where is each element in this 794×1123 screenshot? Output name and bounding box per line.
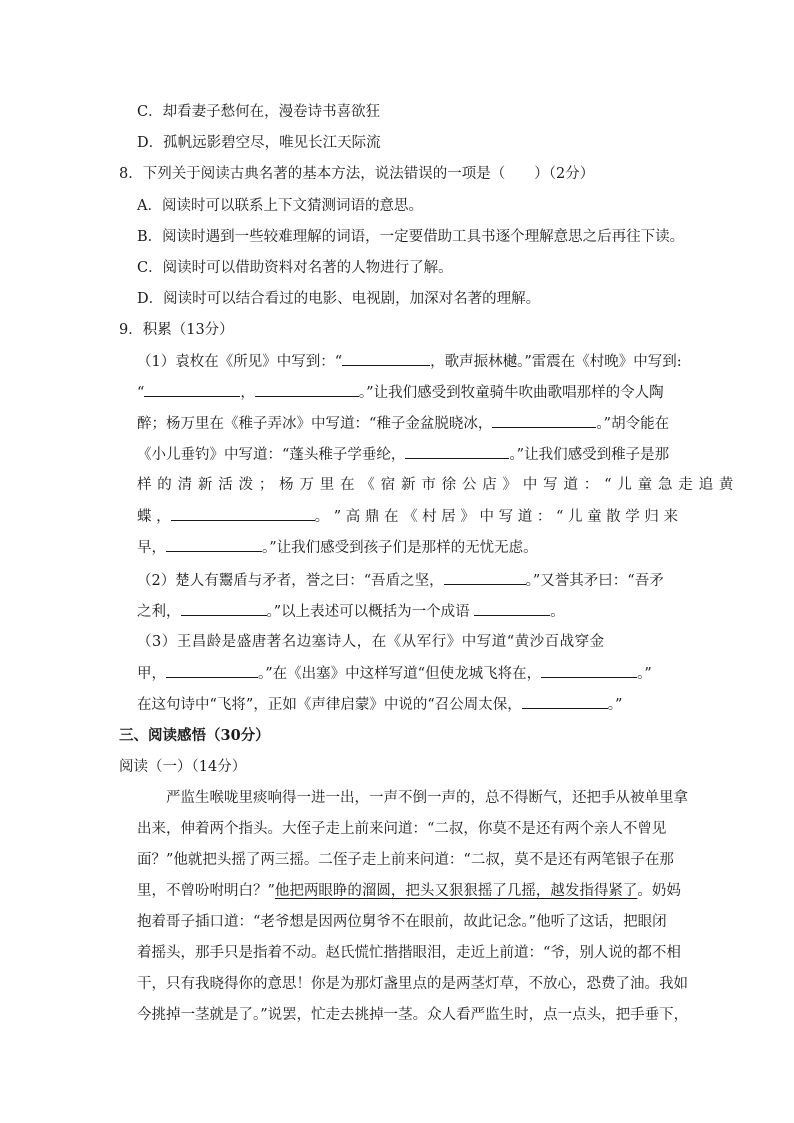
fill-blank[interactable] [166, 537, 262, 552]
fill-blank[interactable] [444, 570, 526, 585]
fill-blank[interactable] [166, 663, 258, 678]
underlined-sentence: 他把两眼睁的溜圆，把头又狠狠摇了几摇，越发指得紧了 [274, 883, 638, 899]
passage-line: 干，只有我晓得你的意思！你是为那灯盏里点的是两茎灯草，不放心，恐费了油。我如 [137, 976, 688, 992]
q8-option-a: A．阅读时可以联系上下文猜测词语的意思。 [137, 198, 423, 214]
reading-title: 阅读（一）（14分） [119, 759, 247, 775]
fill-blank[interactable] [255, 382, 359, 397]
q9-p1-line1: （1）袁枚在《所见》中写到：“ ，歌声振林樾。”雷震在《村晚》中写到: [137, 351, 682, 372]
fill-blank[interactable] [492, 413, 596, 428]
q9-p1-line2: “ ， 。”让我们感受到牧童骑牛吹曲歌唱那样的令人陶 [137, 382, 664, 403]
fill-blank[interactable] [474, 601, 550, 616]
q7-option-c: C．却看妻子愁何在，漫卷诗书喜欲狂 [137, 104, 381, 120]
passage-line: 严监生喉咙里痰响得一进一出，一声不倒一声的，总不得断气，还把手从被单里拿 [166, 790, 688, 806]
q9-p1-line7: 早， 。”让我们感受到孩子们是那样的无忧无虑。 [137, 537, 538, 558]
q9-p1-line4: 《小儿垂钓》中写道：“蓬头稚子学垂纶， 。”让我们感受到稚子是那 [137, 444, 669, 465]
q7-option-d: D．孤帆远影碧空尽，唯见长江天际流 [137, 135, 381, 151]
q8-option-d: D．阅读时可以结合看过的电影、电视剧，加深对名著的理解。 [137, 291, 541, 307]
q9-stem: 9．积累（13分） [119, 322, 234, 338]
q8-option-c: C．阅读时可以借助资料对名著的人物进行了解。 [137, 260, 453, 276]
passage-line: 着摇头，那手只是指着不动。赵氏慌忙揩揩眼泪，走近上前道：“爷，别人说的都不相 [137, 945, 681, 961]
q9-p2-line2: 之利， 。”以上表述可以概括为一个成语 。 [137, 601, 565, 622]
passage-line: 出来，伸着两个指头。大侄子走上前来问道：“二叔，你莫不是还有两个亲人不曾见 [137, 821, 667, 837]
fill-blank[interactable] [171, 506, 315, 521]
fill-blank[interactable] [342, 351, 430, 366]
passage-line: 面？”他就把头摇了两三摇。二侄子走上前来问道：“二叔，莫不是还有两笔银子在那 [137, 852, 674, 868]
q9-p2-line1: （2）楚人有鬻盾与矛者，誉之曰：“吾盾之坚， 。”又誉其矛曰：“吾矛 [137, 570, 664, 591]
fill-blank[interactable] [405, 444, 509, 459]
q9-p1-line6: 蝶 ， 。 ” 高 鼎 在 《 村 居 》 中 写 道 ： “ 儿 童 散 学 归 来 [137, 506, 678, 527]
q9-p3-line2: 甲， 。”在《出塞》中这样写道“但使龙城飞将在， 。” [137, 663, 652, 684]
passage-line: 里，不曾吩咐明白？”他把两眼睁的溜圆，把头又狠狠摇了几摇，越发指得紧了。奶妈 [137, 883, 681, 899]
q8-option-b: B．阅读时遇到一些较难理解的词语，一定要借助工具书逐个理解意思之后再往下读。 [137, 229, 685, 245]
passage-line: 抱着哥子插口道：“老爷想是因两位舅爷不在眼前，故此记念。”他听了这话，把眼闭 [137, 914, 667, 930]
q8-stem: 8．下列关于阅读古典名著的基本方法，说法错误的一项是（ ）（2分） [119, 166, 595, 182]
section-title: 三、阅读感悟（30分） [119, 727, 270, 744]
q9-p3-line1: （3）王昌龄是盛唐著名边塞诗人，在《从军行》中写道“黄沙百战穿金 [137, 634, 605, 650]
fill-blank[interactable] [181, 601, 267, 616]
passage-line: 今挑掉一茎就是了。”说罢，忙走去挑掉一茎。众人看严监生时，点一点头，把手垂下， [137, 1007, 689, 1023]
fill-blank[interactable] [541, 663, 637, 678]
fill-blank[interactable] [522, 694, 608, 709]
q9-p1-line5: 样 的 清 新 活 泼 ； 杨 万 里 在 《 宿 新 市 徐 公 店 》 中 写 道 ： “ 儿 童 急 走 追 黄 [137, 477, 734, 493]
q9-p3-line3: 在这句诗中“飞将”，正如《声律启蒙》中说的“召公周太保， 。” [137, 694, 622, 715]
fill-blank[interactable] [144, 382, 240, 397]
q9-p1-line3: 醉；杨万里在《稚子弄冰》中写道：“稚子金盆脱晓冰， 。”胡令能在 [137, 413, 669, 434]
